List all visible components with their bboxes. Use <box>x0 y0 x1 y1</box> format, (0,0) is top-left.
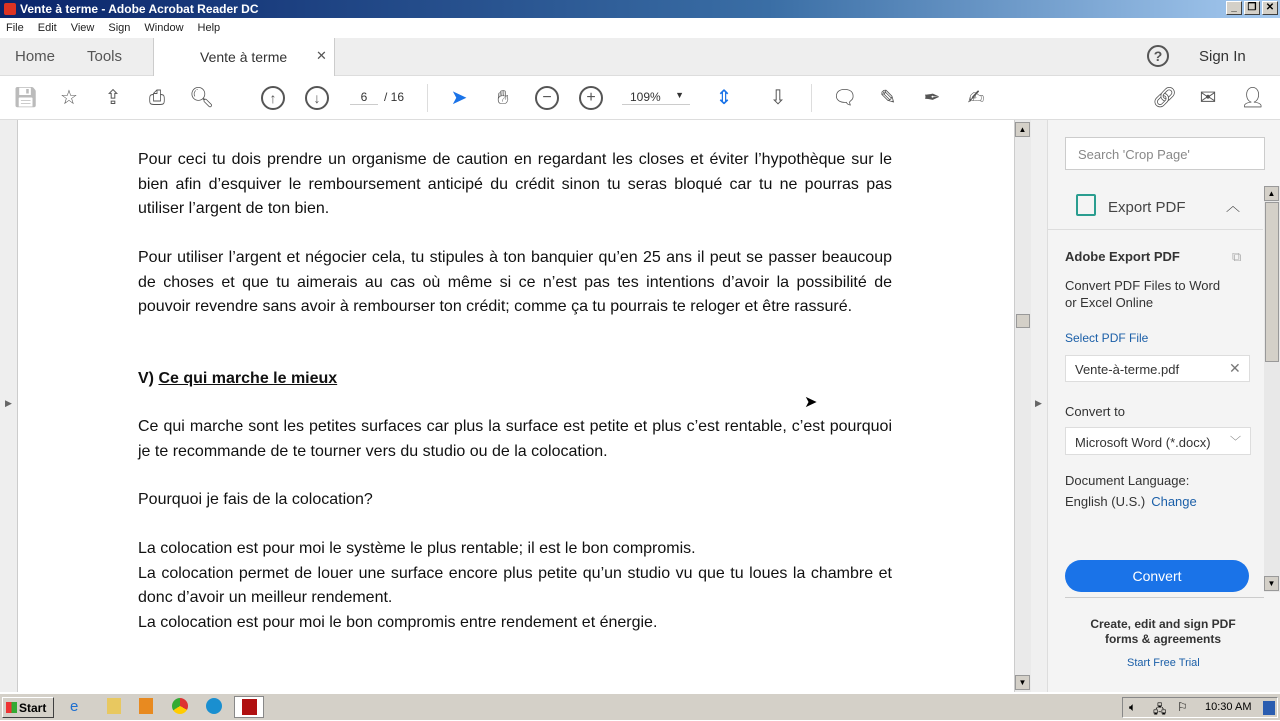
section-heading <box>138 367 892 392</box>
help-icon[interactable]: ? <box>1147 45 1169 67</box>
sign-icon[interactable]: ✒︎ <box>923 87 941 109</box>
highlight-pen-icon[interactable]: ✎ <box>879 87 897 109</box>
paragraph: Pourquoi je fais de la colocation? <box>138 491 373 508</box>
page-fit-icon[interactable]: ⇕ <box>715 87 733 109</box>
upload-cloud-icon[interactable]: ⇪ <box>104 87 122 109</box>
start-button[interactable] <box>2 697 54 718</box>
menu-view[interactable]: View <box>70 22 95 34</box>
email-icon[interactable]: ✉︎ <box>1199 87 1217 109</box>
divider <box>811 84 812 112</box>
menu-file[interactable]: File <box>6 22 24 34</box>
convert-to-label: Convert to <box>1065 404 1125 419</box>
acrobat-logo-icon <box>4 3 16 15</box>
search-icon[interactable]: 🔍︎ <box>189 87 215 109</box>
comment-icon[interactable]: 🗨︎ <box>832 87 858 109</box>
flag-icon[interactable]: ⚐ <box>1177 700 1188 714</box>
hand-tool-icon[interactable]: ✋︎ <box>497 87 509 109</box>
convert-button[interactable]: Convert <box>1065 560 1249 592</box>
paragraph: Ce qui marche sont les petites surfaces car plus la surface est petite et plus c’est rentable, c’est pourquoi je te recommande de te tourner vers du studio ou de la colocation. <box>138 418 892 460</box>
window-title: Vente à terme - Adobe Acrobat Reader DC <box>20 2 259 16</box>
minimize-button[interactable]: _ <box>1226 1 1242 15</box>
sign-in-link[interactable]: Sign In <box>1199 48 1246 65</box>
selected-file-field[interactable] <box>1065 355 1250 382</box>
export-pdf-header[interactable] <box>1048 184 1263 230</box>
format-value: Microsoft Word (*.docx) <box>1075 435 1211 450</box>
close-tab-icon[interactable]: ✕ <box>316 48 327 63</box>
share-link-icon[interactable]: 🔗︎ <box>1152 87 1178 109</box>
page-total: / 16 <box>384 90 405 104</box>
taskbar <box>0 693 1280 720</box>
page-up-icon[interactable]: ↑ <box>261 86 285 110</box>
start-label: Start <box>19 701 47 715</box>
chevron-down-icon: ﹀ <box>1230 436 1241 448</box>
zoom-out-icon[interactable]: − <box>535 86 559 110</box>
zoom-level-select[interactable] <box>622 90 690 105</box>
print-icon[interactable]: ⎙ <box>149 87 165 109</box>
language-row <box>1065 494 1197 509</box>
media-player-icon[interactable] <box>139 698 153 714</box>
collapse-arrow-icon[interactable]: ▶ <box>1035 398 1042 408</box>
right-pane-toggle[interactable] <box>1031 120 1048 692</box>
system-tray <box>1122 697 1278 718</box>
export-pdf-icon <box>1076 194 1096 216</box>
menu-sign[interactable]: Sign <box>108 22 131 34</box>
export-pdf-title: Export PDF <box>1108 199 1186 216</box>
file-name: Vente-à-terme.pdf <box>1075 362 1180 377</box>
pane-scroll-up-button[interactable]: ▲ <box>1264 186 1279 201</box>
scroll-down-button[interactable]: ▼ <box>1015 675 1030 690</box>
show-desktop-icon[interactable] <box>1263 701 1275 715</box>
network-icon[interactable]: 🖧︎ <box>1153 702 1167 716</box>
tab-bar <box>0 38 1280 76</box>
clear-file-icon[interactable]: ✕ <box>1229 360 1241 376</box>
add-person-icon[interactable]: 👤︎ <box>1240 87 1266 109</box>
menu-help[interactable]: Help <box>197 22 221 34</box>
title-bar <box>0 0 1280 18</box>
left-panel-toggle[interactable] <box>0 120 18 692</box>
volume-icon[interactable]: 🔈︎ <box>1129 700 1137 714</box>
paragraph: Pour ceci tu dois prendre un organisme de caution en regardant les closes et éviter l’hypothèque sur le bien afin d’esquiver le remboursement anticipé du crédit sinon tu seras bloqué car tu ne pourras pas utiliser l’argent de ton bien. <box>138 151 892 217</box>
menu-edit[interactable]: Edit <box>37 22 57 34</box>
promo-text: Create, edit and sign PDF forms & agreements <box>1090 617 1236 646</box>
heading-text: Ce qui marche le mieux <box>158 370 338 387</box>
tab-document[interactable] <box>153 38 335 76</box>
tools-pane <box>1048 120 1280 692</box>
fill-sign-icon[interactable]: ✍︎ <box>967 87 985 109</box>
change-language-link[interactable]: Change <box>1151 494 1197 509</box>
paragraph: Pour utiliser l’argent et négocier cela, tu stipules à ton banquier qu’en 25 ans il peut se passer beaucoup de choses et que tu aimerais au cas où même si ce n’est pas tes intentions d’avoir la possibilité de pouvoir revendre sans avoir à rembourser ton crédit; comme ça tu pourrais te reloger et être rassuré. <box>138 249 892 315</box>
file-explorer-icon[interactable] <box>107 698 121 714</box>
pane-scrollbar[interactable] <box>1264 186 1280 592</box>
document-page <box>18 120 1014 692</box>
clock[interactable]: 10:30 AM <box>1205 701 1252 713</box>
page-down-icon[interactable]: ↓ <box>305 86 329 110</box>
expand-arrow-icon[interactable]: ▶ <box>5 398 12 408</box>
menu-bar <box>0 18 1280 38</box>
windows-logo-icon <box>6 702 17 713</box>
tool-search-input[interactable]: Search 'Crop Page' <box>1065 137 1265 170</box>
paragraph: La colocation permet de louer une surface encore plus petite qu’un studio vu que tu loues la chambre et donc d’avoir un meilleur rendement. <box>138 564 892 606</box>
paragraph: La colocation est pour moi le bon compromis entre rendement et énergie. <box>138 613 658 631</box>
tab-document-label: Vente à terme <box>200 49 288 65</box>
divider <box>427 84 428 112</box>
close-button[interactable]: ✕ <box>1262 1 1278 15</box>
language-label: Document Language: <box>1065 473 1190 488</box>
tab-home[interactable]: Home <box>15 48 56 65</box>
cloud-document-icon: ⧉ <box>1232 249 1242 264</box>
divider <box>1065 597 1264 598</box>
scrollbar-thumb[interactable] <box>1016 314 1030 328</box>
acrobat-icon <box>242 699 257 715</box>
export-heading: Adobe Export PDF <box>1065 249 1180 264</box>
heading-number: V) <box>138 370 154 387</box>
page-number-input[interactable]: 6 <box>350 90 378 105</box>
export-description: Convert PDF Files to Word or Excel Online <box>1065 278 1221 310</box>
chrome-icon[interactable] <box>172 698 188 714</box>
scroll-up-button[interactable]: ▲ <box>1015 122 1030 137</box>
select-cursor-icon[interactable]: ➤ <box>450 87 468 109</box>
mouse-cursor-icon: ➤ <box>804 394 818 411</box>
zoom-level: 109% <box>630 90 661 104</box>
select-pdf-file-link[interactable]: Select PDF File <box>1065 331 1149 345</box>
start-free-trial-link[interactable]: Start Free Trial <box>1127 657 1200 669</box>
format-select[interactable] <box>1065 427 1251 455</box>
document-text-column <box>138 148 892 635</box>
document-scrollbar[interactable] <box>1014 120 1031 692</box>
restore-button[interactable]: ❐ <box>1244 1 1260 15</box>
chevron-down-icon: ▼ <box>675 90 684 100</box>
pane-scrollbar-thumb[interactable] <box>1265 202 1279 362</box>
acrobat-taskbar-button[interactable] <box>234 696 264 718</box>
save-icon[interactable]: 💾︎ <box>13 87 39 109</box>
bookmark-star-icon[interactable]: ☆ <box>60 87 78 109</box>
zoom-in-icon[interactable]: + <box>579 86 603 110</box>
toolbar <box>0 76 1280 120</box>
scroll-mode-icon[interactable]: ⇩ <box>769 87 787 109</box>
menu-window[interactable]: Window <box>144 22 184 34</box>
pane-scroll-down-button[interactable]: ▼ <box>1264 576 1279 591</box>
tab-tools[interactable]: Tools <box>87 48 123 65</box>
internet-explorer-icon[interactable]: e <box>70 698 79 715</box>
paragraph: La colocation est pour moi le système le plus rentable; il est le bon compromis. <box>138 540 696 557</box>
edge-icon[interactable] <box>206 698 222 714</box>
chevron-up-icon[interactable]: ︿ <box>1226 198 1240 214</box>
language-value: English (U.S.) <box>1065 494 1146 509</box>
